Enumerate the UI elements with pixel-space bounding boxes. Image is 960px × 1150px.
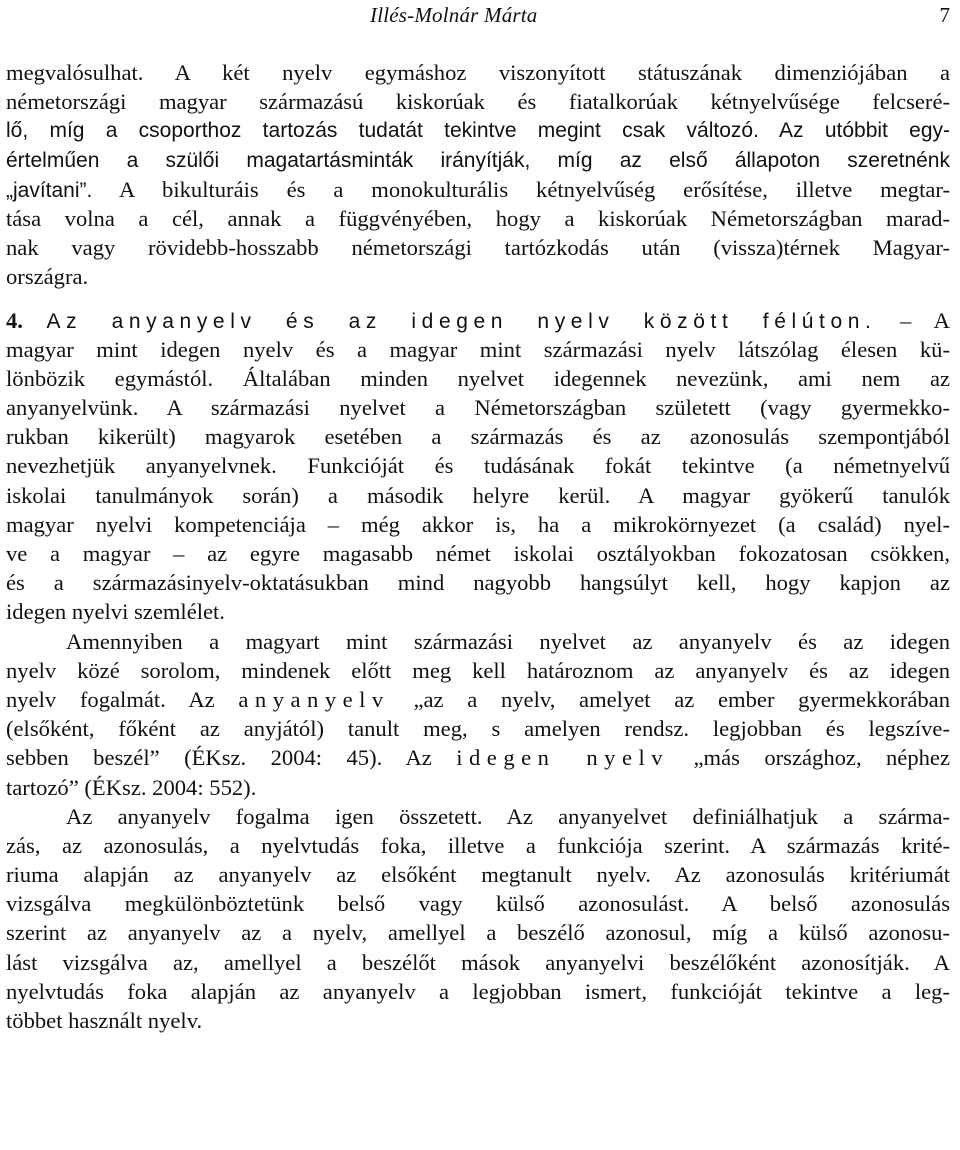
text-line: nyelv közé sorolom, mindenek előtt meg kell határoznom az anyanyelv és az idegen xyxy=(6,657,950,683)
paragraph-1 xyxy=(6,58,950,292)
text-line: és a származásinyelv-oktatásukban mind nagyobb hangsúlyt kell, hogy kapjon az xyxy=(6,570,950,596)
text-line: megvalósulhat. A két nyelv egymáshoz viszonyított státuszának dimenziójában a xyxy=(6,60,950,85)
text-run: – A xyxy=(876,307,950,333)
text-run: nyelv fogalmát. Az xyxy=(6,686,239,712)
text-line: zás, az azonosulás, a nyelvtudás foka, illetve a funkciója szerint. A származás krité- xyxy=(6,832,950,858)
text-run: „más országhoz, néphez xyxy=(669,745,950,771)
text-line: (elsőként, főként az anyjától) tanult meg, s amelyen rendsz. legjobban és legszíve- xyxy=(6,716,950,742)
text-line: országra. xyxy=(6,264,89,290)
text-run: „javítani”. xyxy=(6,178,93,202)
text-line: Amennyiben a magyart mint származási nyelvet az anyanyelv és az idegen xyxy=(66,628,950,654)
text-run: sebben beszél” (ÉKsz. 2004: 45). Az xyxy=(6,745,457,771)
text-line xyxy=(6,743,950,772)
term-anyanyelv: anyanyelv xyxy=(238,686,390,712)
text-run: „az a nyelv, amelyet az ember gyermekkorában xyxy=(389,686,950,712)
paragraph-4 xyxy=(6,802,950,1036)
page-header xyxy=(0,0,960,34)
text-line: többet használt nyelv. xyxy=(6,1008,203,1033)
page-number: 7 xyxy=(939,3,950,27)
section-title: Az anyanyelv és az idegen nyelv között félúton. xyxy=(46,309,877,333)
text-line: nak vagy rövidebb-hosszabb németországi tartózkodás után (vissza)térnek Magyar- xyxy=(6,235,950,261)
text-line: magyar nyelvi kompetenciája – még akkor is, ha a mikrokörnyezet (a család) nyel- xyxy=(6,511,950,537)
text-line: lást vizsgálva az, amellyel a beszélőt mások anyanyelvi beszélőként azonosítják. A xyxy=(6,949,950,975)
text-line: lő, míg a csoporthoz tartozás tudatát tekintve megint csak változó. Az utóbbit egy- xyxy=(6,119,950,143)
text-line: nevezhetjük anyanyelvnek. Funkcióját és tudásának fokát tekintve (a németnyelvű xyxy=(6,453,950,479)
text-line: iskolai tanulmányok során) a második helyre kerül. A magyar gyökerű tanulók xyxy=(6,482,950,508)
text-line: Az anyanyelv fogalma igen összetett. Az anyanyelvet definiálhatjuk a szárma- xyxy=(66,803,950,829)
text-line: németországi magyar származású kiskorúak és fiatalkorúak kétnyelvűsége felcseré- xyxy=(6,89,950,115)
text-line: tartozó” (ÉKsz. 2004: 552). xyxy=(6,774,257,800)
text-line: vizsgálva megkülönböztetünk belső vagy külső azonosulást. A belső azonosulás xyxy=(6,891,950,917)
running-head: Illés-Molnár Márta xyxy=(370,3,538,27)
text-line: idegen nyelvi szemlélet. xyxy=(6,599,225,625)
text-line: magyar mint idegen nyelv és a magyar mint származási nyelv látszólag élesen kü- xyxy=(6,336,950,362)
text-line: tása volna a cél, annak a függvényében, hogy a kiskorúak Németországban marad- xyxy=(6,205,950,231)
text-line: nyelvtudás foka alapján az anyanyelv a legjobban ismert, funkcióját tekintve a leg- xyxy=(6,978,950,1004)
section-number: 4. xyxy=(6,307,23,333)
text-line xyxy=(6,175,950,204)
text-line: szerint az anyanyelv az a nyelv, amellyel a beszélő azonosul, míg a külső azonosu- xyxy=(6,920,950,946)
body-text xyxy=(6,58,950,1035)
text-line: lönbözik egymástól. Általában minden nyelvet idegennek nevezünk, ami nem az xyxy=(6,365,950,391)
section-heading-line xyxy=(6,306,950,335)
paragraph-3 xyxy=(6,627,950,802)
section-4 xyxy=(6,306,950,627)
text-line: riuma alapján az anyanyelv az elsőként megtanult nyelv. Az azonosulás kritériumát xyxy=(6,862,950,888)
text-line: értelműen a szülői magatartásminták irányítják, míg az első állapoton szeretnénk xyxy=(6,148,950,172)
text-run: A bikulturáis és a monokulturális kétnyelvűség erősítése, illetve megtar- xyxy=(92,176,950,202)
text-line xyxy=(6,685,950,714)
text-line: anyanyelvünk. A származási nyelvet a Németországban született (vagy gyermekko- xyxy=(6,395,950,421)
text-line: rukban kikerült) magyarok esetében a származás és az azonosulás szempontjából xyxy=(6,424,950,450)
text-line: ve a magyar – az egyre magasabb német iskolai osztályokban fokozatosan csökken, xyxy=(6,541,950,566)
term-idegen-nyelv: idegen nyelv xyxy=(456,745,670,771)
spacer xyxy=(6,292,950,306)
